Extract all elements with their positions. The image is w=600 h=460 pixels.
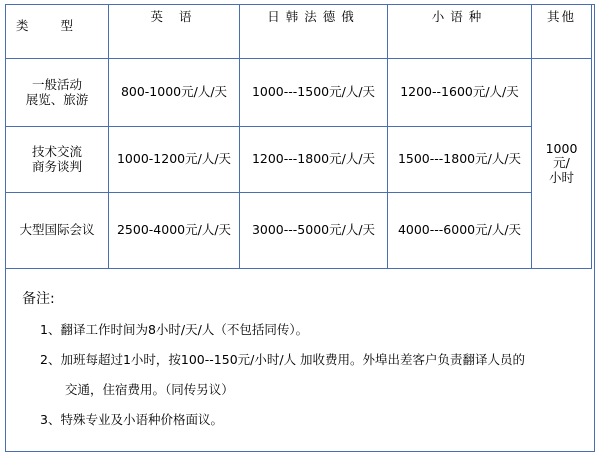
table-header-row — [6, 5, 592, 59]
row-label — [6, 59, 109, 127]
notes-section — [22, 288, 582, 440]
price-english: 1000-1200元/人/天 — [109, 127, 240, 193]
header-type: 类 型 — [6, 5, 109, 59]
note-item-3: 3、特殊专业及小语种价格面议。 — [40, 412, 223, 427]
header-english: 英 语 — [109, 5, 240, 59]
note-item-1: 1、翻译工作时间为8小时/天/人（不包括同传）。 — [40, 322, 309, 337]
price-multi-lang: 1200---1800元/人/天 — [240, 127, 388, 193]
price-table — [5, 4, 592, 269]
price-multi-lang: 3000---5000元/人/天 — [240, 193, 388, 269]
row-label-line1: 一般活动 — [31, 77, 82, 93]
table-row — [6, 127, 592, 193]
price-minor-lang: 1500---1800元/人/天 — [388, 127, 532, 193]
price-minor-lang: 4000---6000元/人/天 — [388, 193, 532, 269]
note-item-2-continued: 交通，住宿费用。（同传另议） — [65, 382, 234, 397]
other-price-line2: 元/ — [553, 155, 570, 171]
notes-title: 备注: — [22, 291, 55, 307]
price-english: 800-1000元/人/天 — [109, 59, 240, 127]
row-label-line2: 展览、旅游 — [25, 91, 89, 107]
price-minor-lang: 1200--1600元/人/天 — [388, 59, 532, 127]
header-multi-lang: 日韩法德俄 — [240, 5, 388, 59]
table-row — [6, 193, 592, 269]
other-price-line3: 小时 — [548, 169, 574, 185]
table-row — [6, 59, 592, 127]
row-label — [6, 127, 109, 193]
note-item-2: 2、加班每超过1小时，按100--150元/小时/人 加收费用。外埠出差客户负责翻译人员的 — [40, 352, 526, 367]
price-english: 2500-4000元/人/天 — [109, 193, 240, 269]
row-label: 大型国际会议 — [6, 193, 109, 269]
price-multi-lang: 1000---1500元/人/天 — [240, 59, 388, 127]
header-other: 其他 — [532, 5, 592, 59]
header-minor-lang: 小语种 — [388, 5, 532, 59]
other-price-line1: 1000 — [545, 140, 578, 156]
row-label-line1: 技术交流 — [31, 144, 82, 160]
price-other — [532, 59, 592, 269]
row-label-line2: 商务谈判 — [31, 158, 82, 174]
